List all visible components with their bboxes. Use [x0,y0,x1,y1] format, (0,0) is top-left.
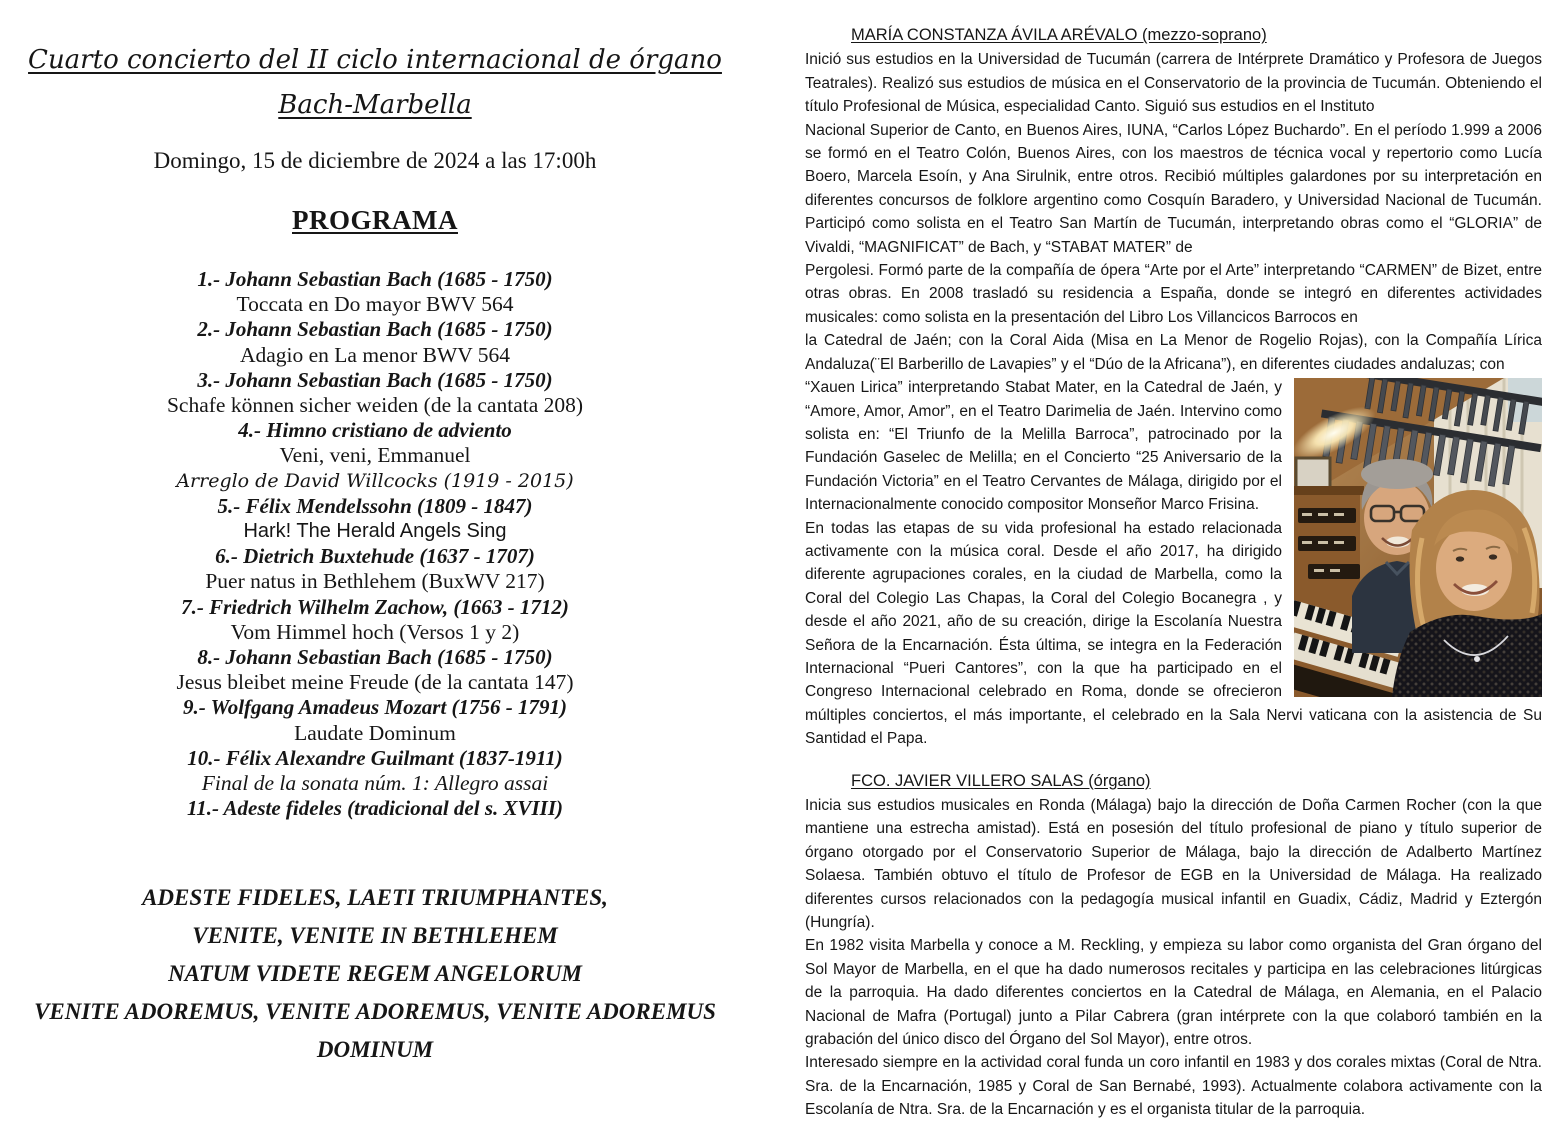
bio2-paragraph: En 1982 visita Marbella y conoce a M. Reckling, y empieza su labor como organista del Gran órgano del Sol Mayor de Marbella, en el que ha dado numerosos recitales y participa en las celebraciones litúrgicas de la parroquia. Ha dado diferentes conciertos en la Catedral de Málaga, en Alemania, en el Palacio Nacional de Mafra (Portugal) junto a Pilar Cabrera (gran intérprete con la que colaboró también en la grabación del único disco del Órgano del Sol Mayor), entre otros. [805,934,1542,1051]
program-line-composer: 4.- Himno cristiano de adviento [22,418,728,443]
program-heading: PROGRAMA [22,204,728,236]
program-line-composer: 8.- Johann Sebastian Bach (1685 - 1750) [22,645,728,670]
finale-line: VENITE, VENITE IN BETHLEHEM [22,917,728,955]
finale-lyrics [22,879,728,1069]
program-line-piece: Adagio en La menor BWV 564 [22,343,728,368]
program-line-arranger: Arreglo de David Willcocks (1919 - 2015) [22,469,728,494]
program-line-composer: 10.- Félix Alexandre Guilmant (1837-1911) [22,746,728,771]
bio1-heading: MARÍA CONSTANZA ÁVILA ARÉVALO (mezzo-soprano) [851,24,1542,47]
concert-title-line2: Bach-Marbella [22,83,728,128]
finale-line: ADESTE FIDELES, LAETI TRIUMPHANTES, [22,879,728,917]
program-line-piece: Laudate Dominum [22,721,728,746]
finale-line: VENITE ADOREMUS, VENITE ADOREMUS, VENITE ADOREMUS [22,993,728,1031]
program-line-piece: Final de la sonata núm. 1: Allegro assai [22,771,728,796]
bio2-section [805,770,1542,1122]
bio2-paragraph: Inicia sus estudios musicales en Ronda (Málaga) bajo la dirección de Doña Carmen Rocher (con la que mantiene una estrecha amistad). Está en posesión del título profesional de piano y título superior de órgano otorgado por el Conservatorio Superior de Málaga, bajo la dirección de Adalberto Martínez Solaesa. También obtuvo el título de Profesor de EGB en la Universidad de Málaga. Ha realizado diferentes cursos relacionados con la pedagogía musical infantil en Guadix, Cádiz, Madrid y Eztergón (Hungría). [805,794,1542,934]
bio1-paragraph: Inició sus estudios en la Universidad de Tucumán (carrera de Intérprete Dramático y Profesora de Juegos Teatrales). Realizó sus estudios de música en el Conservatorio de la provincia de Tucumán. Obteniendo el título Profesional de Música, especialidad Canto. Siguió sus estudios en el Instituto [805,48,1542,118]
program-line-composer: 9.- Wolfgang Amadeus Mozart (1756 - 1791) [22,695,728,720]
program-line-composer: 6.- Dietrich Buxtehude (1637 - 1707) [22,544,728,569]
program-page [22,38,728,1069]
finale-line: DOMINUM [22,1031,728,1069]
bio2-paragraph: Interesado siempre en la actividad coral funda un coro infantil en 1983 y dos corales mixtas (Coral de Ntra. Sra. de la Encarnación, 1985 y Coral de San Bernabé, 1993). Actualmente colabora activamente con la Escolanía de Ntra. Sra. de la Encarnación y es el organista titular de la parroquia. [805,1051,1542,1121]
finale-line: NATUM VIDETE REGEM ANGELORUM [22,955,728,993]
bio1-paragraph: la Catedral de Jaén; con la Coral Aida (Misa en La Menor de Rogelio Rojas), con la Compañía Lírica Andaluza(¨El Barberillo de Lavapies” y el “Dúo de la Africana”), en diferentes ciudades andaluzas; con [805,329,1542,376]
bio1-paragraph: Nacional Superior de Canto, en Buenos Aires, IUNA, “Carlos López Buchardo”. En el período 1.999 a 2006 se formó en el Teatro Colón, Buenos Aires, con los maestros de técnica vocal y repertorio como Lucía Boero, Marcela Esoín, y Ana Sirulnik, entre otros. Recibió múltiples galardones por su interpretación en diferentes concursos de folklore argentino como Cosquín Baradero, y Universidad Nacional de Tucumán. Participó como solista en el Teatro San Martín de Tucumán, interpretando obras como el “GLORIA” de Vivaldi, “MAGNIFICAT” de Bach, y “STABAT MATER” de [805,119,1542,259]
program-line-composer: 1.- Johann Sebastian Bach (1685 - 1750) [22,267,728,292]
program-line-piece: Puer natus in Bethlehem (BuxWV 217) [22,569,728,594]
bio1-paragraph: En todas las etapas de su vida profesional ha estado relacionada activamente con la música coral. Desde el año 2017, ha dirigido diferente agrupaciones corales, en la ciudad de Marbella, como la Coral del Colegio Las Chapas, la Coral del Colegio Bocanegra , y desde el año 2021, año de su creación, dirige la Escolanía Nuestra Señora de la Encarnación. Ésta última, se integra en la Federación Internacional “Pueri Cantores”, con la que ha participado en el Congreso Internacional celebrado en Roma, donde se ofrecieron múltiples conciertos, el más importante, el celebrado en la Sala Nervi vaticana con la asistencia de Su Santidad el Papa. [805,517,1542,751]
performers-photo [1294,378,1542,697]
program-line-piece: Veni, veni, Emmanuel [22,443,728,468]
concert-title-line1: Cuarto concierto del II ciclo internacional de órgano [22,38,728,83]
bio1-wrapped-text [805,376,1542,751]
program-line-composer: 7.- Friedrich Wilhelm Zachow, (1663 - 1712) [22,595,728,620]
bio1-paragraph: “Xauen Lirica” interpretando Stabat Mater, en la Catedral de Jaén, y “Amore, Amor, Amor”, en el Teatro Darimelia de Jaén. Intervino como solista en: “El Triunfo de la Melilla Barroca”, patrocinado por la Fundación Gaselec de Melilla; en el Concierto “25 Aniversario de la Fundación Victoria” en el Teatro Cervantes de Málaga, dirigido por el Internacionalmente conocido compositor Monseñor Marco Frisina. [805,376,1542,516]
bio2-heading: FCO. JAVIER VILLERO SALAS (órgano) [851,770,1542,793]
program-line-composer: 11.- Adeste fideles (tradicional del s. XVIII) [22,796,728,821]
program-line-composer: 5.- Félix Mendelssohn (1809 - 1847) [22,494,728,519]
program-line-piece: Schafe können sicher weiden (de la cantata 208) [22,393,728,418]
program-line-piece: Toccata en Do mayor BWV 564 [22,292,728,317]
program-list [22,267,728,821]
program-line-piece: Vom Himmel hoch (Versos 1 y 2) [22,620,728,645]
program-line-piece: Jesus bleibet meine Freude (de la cantata 147) [22,670,728,695]
program-line-piece: Hark! The Herald Angels Sing [22,519,728,544]
program-line-composer: 2.- Johann Sebastian Bach (1685 - 1750) [22,317,728,342]
biographies-page [805,24,1542,1122]
bio1-paragraph: Pergolesi. Formó parte de la compañía de ópera “Arte por el Arte” interpretando “CARMEN” de Bizet, entre otras obras. En 2008 trasladó su residencia a España, donde se integró en diferentes actividades musicales: como solista en la presentación del Libro Los Villancicos Barrocos en [805,259,1542,329]
program-line-composer: 3.- Johann Sebastian Bach (1685 - 1750) [22,368,728,393]
concert-date: Domingo, 15 de diciembre de 2024 a las 17:00h [22,147,728,175]
